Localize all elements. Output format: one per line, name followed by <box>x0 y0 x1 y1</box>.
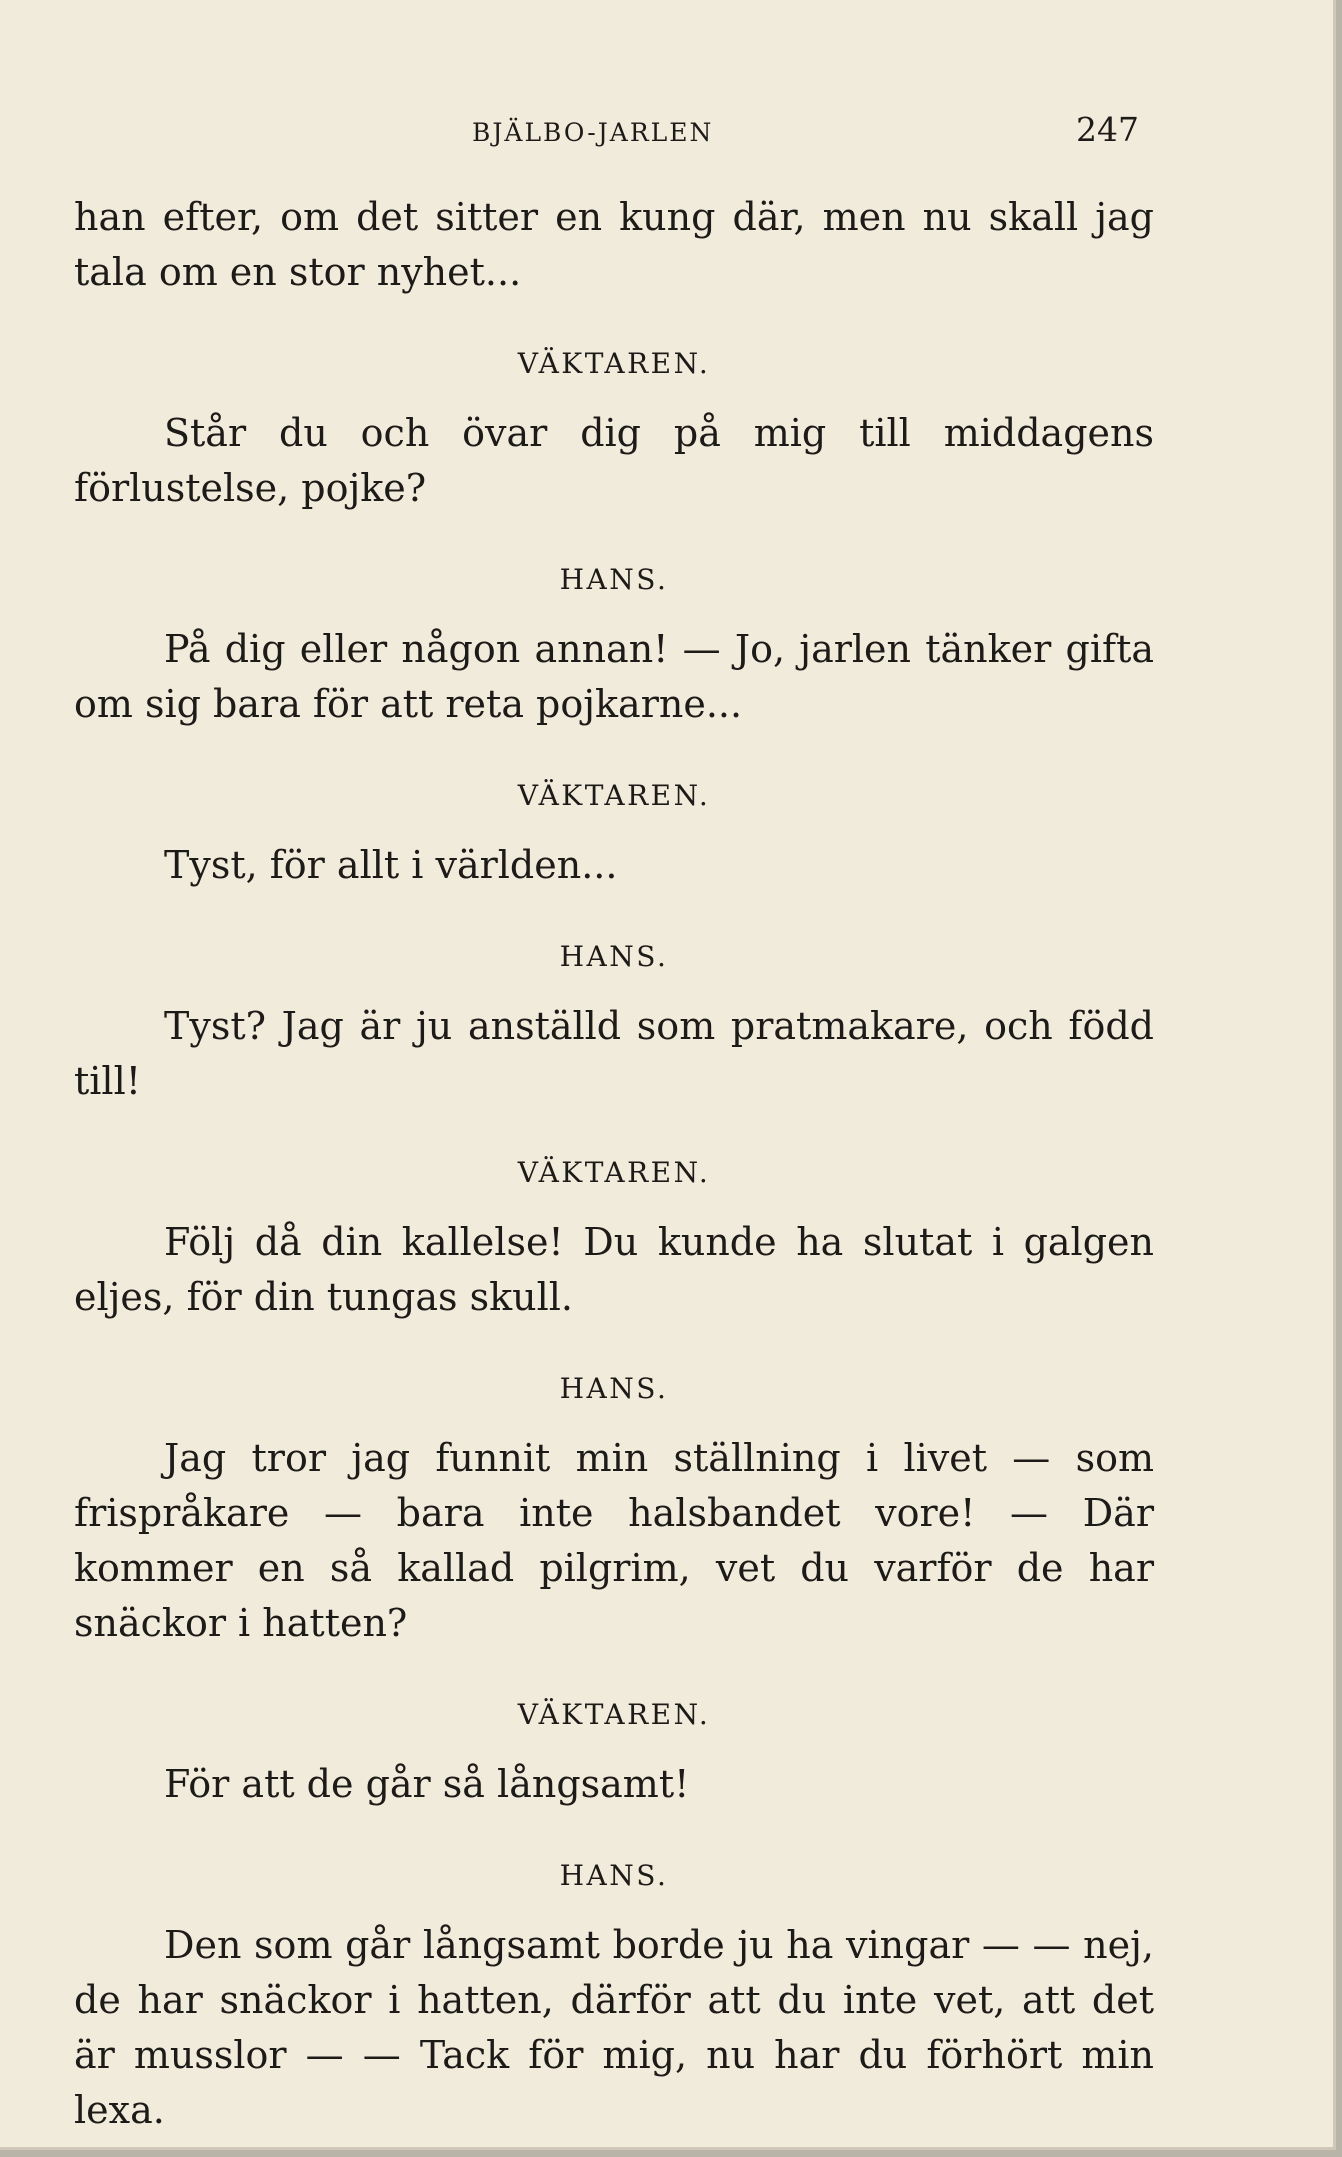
page-number: 247 <box>1076 110 1139 149</box>
speaker-name: HANS. <box>559 563 669 596</box>
speech-line: Tyst, för allt i världen... <box>164 843 618 887</box>
running-head: BJÄLBO-JARLEN <box>472 118 714 147</box>
exchange <box>74 1369 1154 1651</box>
speech-line: För att de går så långsamt! <box>164 1762 690 1806</box>
speaker-name: VÄKTAREN. <box>517 1698 711 1731</box>
page-body <box>74 190 1154 2138</box>
speech-line: Följ då din kallelse! Du kunde ha slutat i galgen eljes, för din tungas skull. <box>74 1220 1154 1319</box>
speech-line: Står du och övar dig på mig till middagens förlustelse, pojke? <box>74 411 1154 510</box>
exchange <box>74 1153 1154 1325</box>
speaker-name: HANS. <box>559 940 669 973</box>
speech-line: Jag tror jag funnit min ställning i livet — som frispråkare — bara inte halsbandet vore! — Där kommer en så kallad pilgrim, vet du varför de har snäckor i hatten? <box>74 1436 1154 1645</box>
exchange <box>74 560 1154 732</box>
exchange <box>74 1856 1154 2138</box>
speaker-name: HANS. <box>559 1372 669 1405</box>
speech-line: Den som går långsamt borde ju ha vingar — — nej, de har snäckor i hatten, därför att du inte vet, att det är musslor — — Tack för mig, nu har du förhört min lexa. <box>74 1923 1154 2132</box>
speech-line: Tyst? Jag är ju anställd som pratmakare, och född till! <box>74 1004 1154 1103</box>
opening-paragraph: han efter, om det sitter en kung där, men nu skall jag tala om en stor nyhet... <box>74 195 1154 294</box>
exchange <box>74 776 1154 893</box>
exchange <box>74 1695 1154 1812</box>
exchange <box>74 937 1154 1109</box>
speaker-name: VÄKTAREN. <box>517 779 711 812</box>
speaker-name: VÄKTAREN. <box>517 347 711 380</box>
exchange <box>74 344 1154 516</box>
speech-line: På dig eller någon annan! — Jo, jarlen tänker gifta om sig bara för att reta pojkarne... <box>74 627 1154 726</box>
speaker-name: VÄKTAREN. <box>517 1156 711 1189</box>
speaker-name: HANS. <box>559 1859 669 1892</box>
